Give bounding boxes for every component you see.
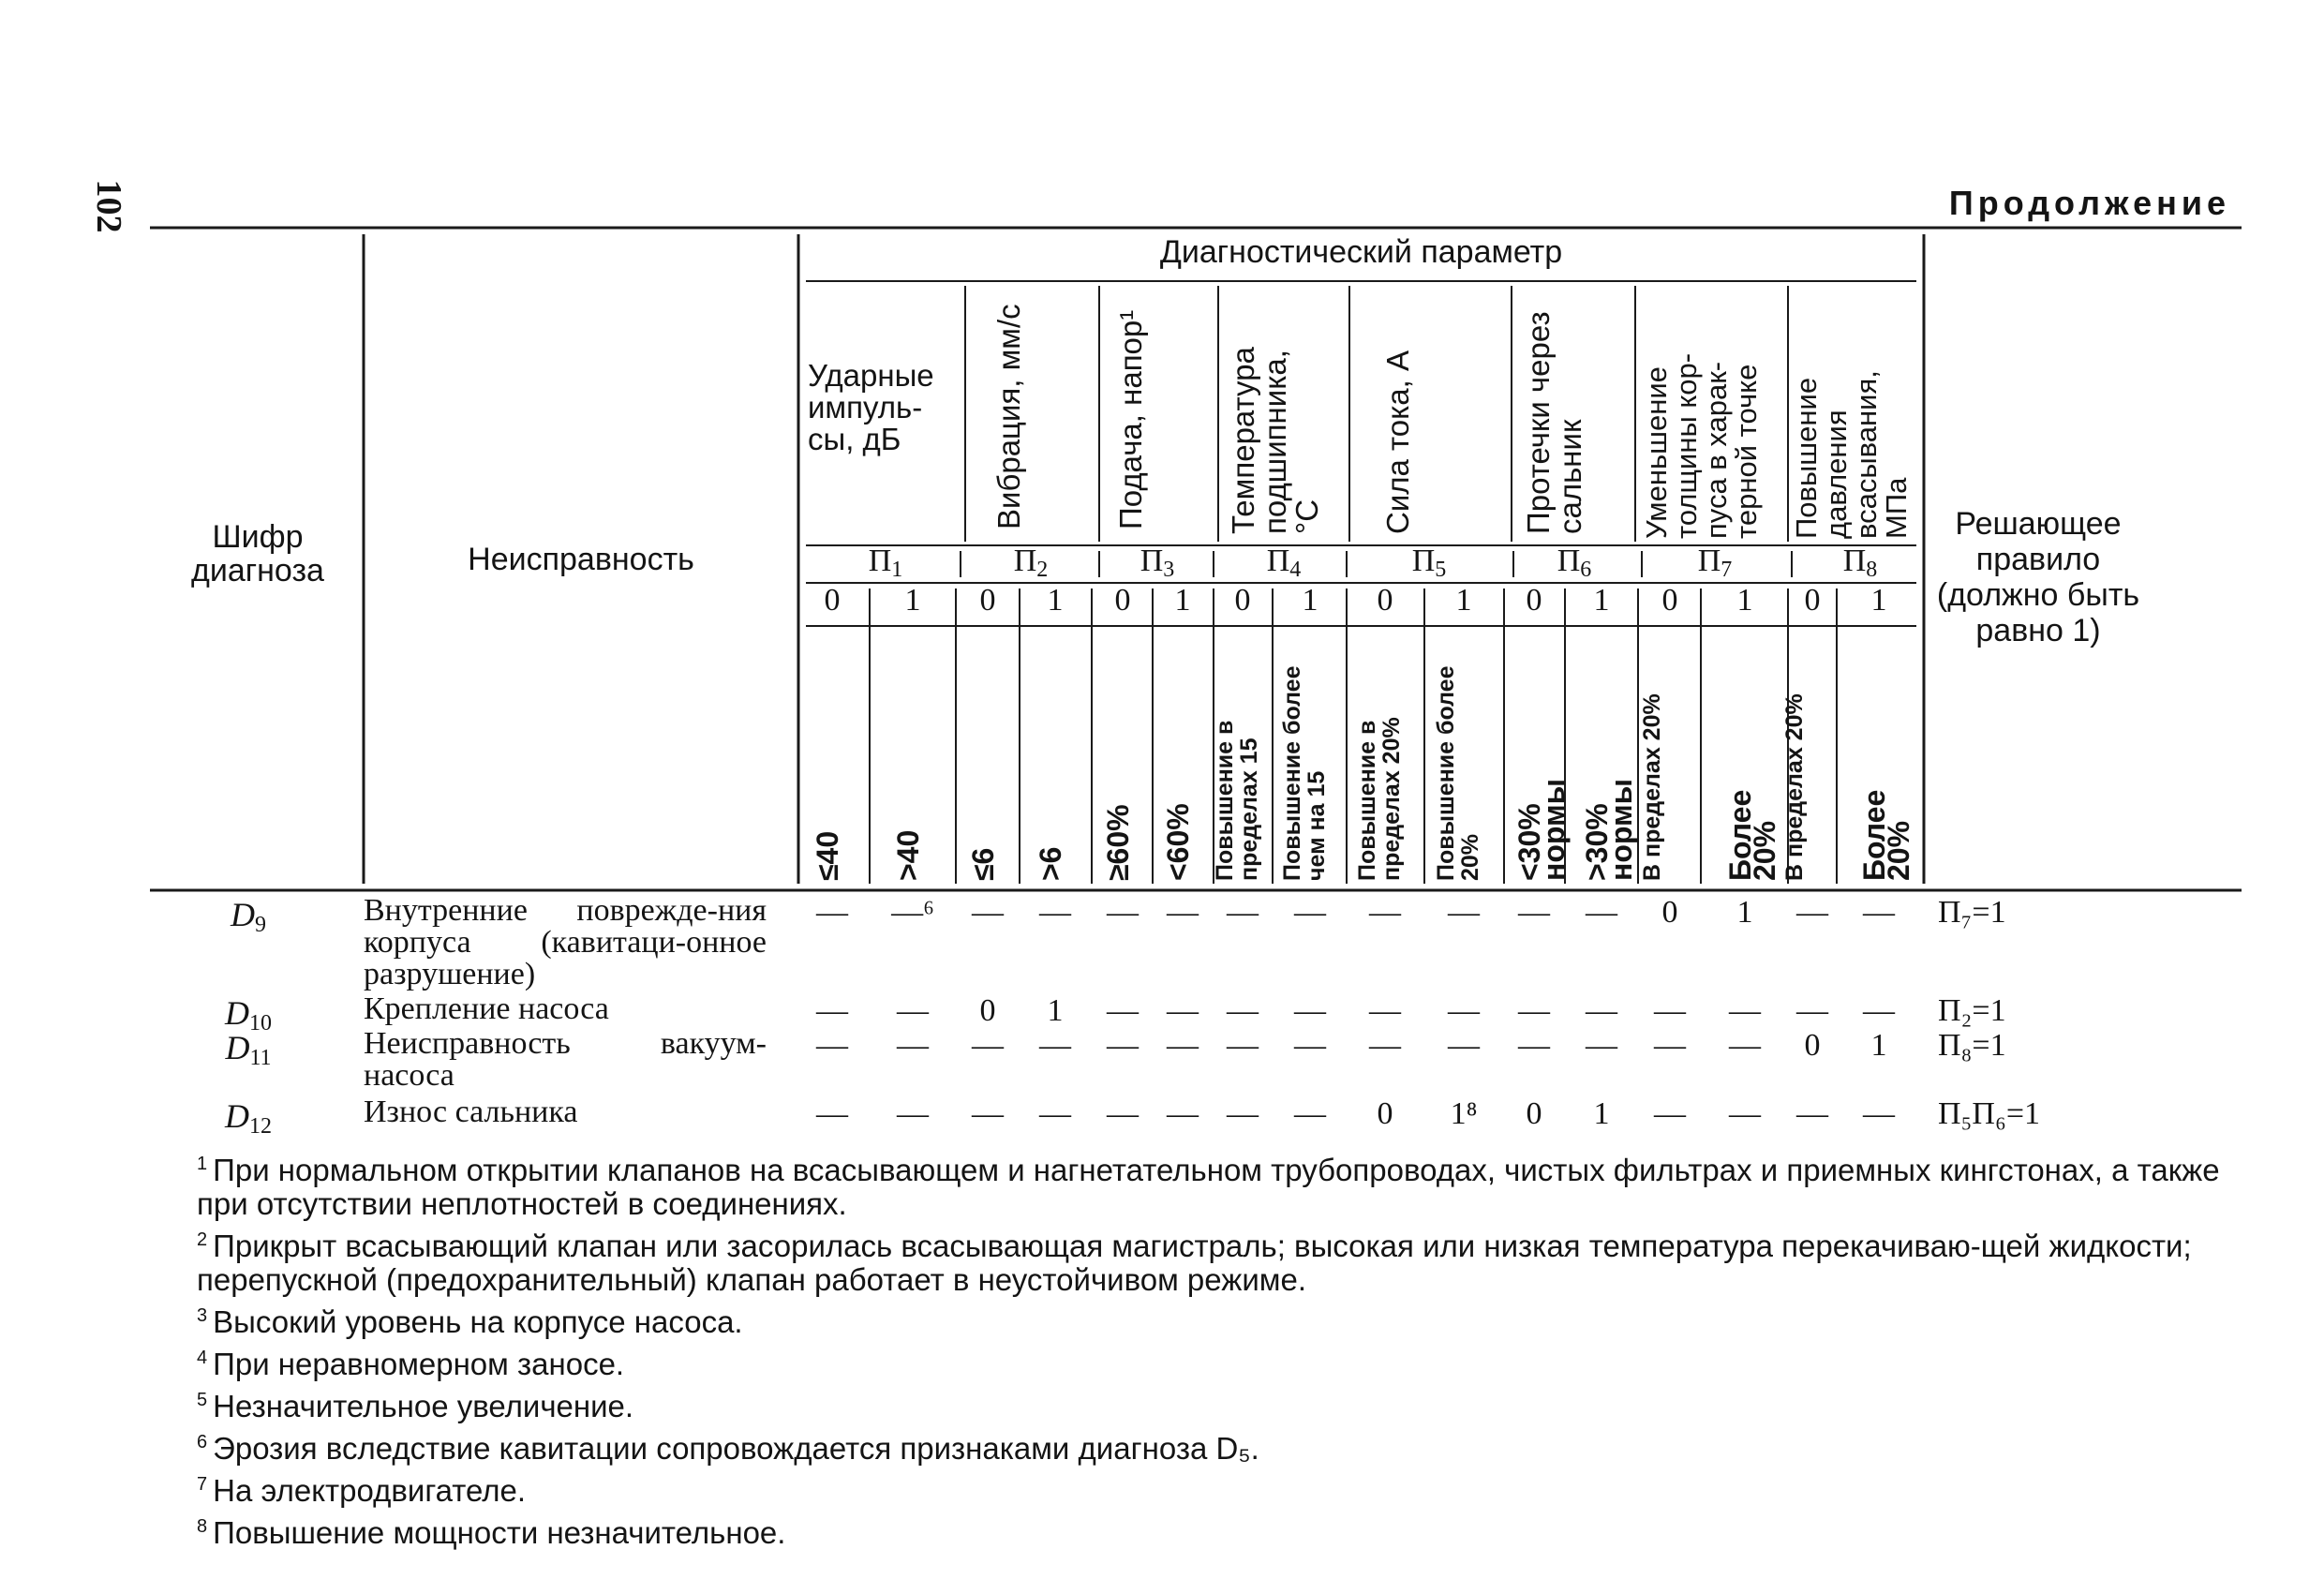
dash-cell: — bbox=[1294, 1096, 1326, 1131]
threshold-label: >6 bbox=[1034, 846, 1067, 881]
dash-cell: — bbox=[1167, 1028, 1199, 1063]
decision-rule: П₇=1 bbox=[1938, 895, 2006, 930]
decision-rule: П₅П₆=1 bbox=[1938, 1096, 2040, 1131]
dash-cell: — bbox=[972, 895, 1004, 930]
footnote bbox=[197, 1341, 2230, 1381]
footnote-number: 2 bbox=[197, 1229, 208, 1250]
dash-cell: — bbox=[1167, 895, 1199, 930]
header-rule: Решающее правило (должно быть равно 1) bbox=[1936, 506, 2140, 648]
param-code-letter: П bbox=[1557, 544, 1581, 578]
cipher-letter: D bbox=[231, 896, 255, 933]
dash-cell: — bbox=[1796, 895, 1828, 930]
value-cell: 1 bbox=[1047, 993, 1064, 1028]
dash-cell: — bbox=[1729, 1028, 1761, 1063]
footnote-number: 6 bbox=[197, 1432, 208, 1452]
param-code-p3 bbox=[1120, 544, 1195, 583]
footnote-number: 3 bbox=[197, 1305, 208, 1326]
dash-cell: — bbox=[1107, 1028, 1139, 1063]
page-number: 102 bbox=[89, 179, 128, 233]
cipher-letter: D bbox=[225, 1097, 249, 1135]
param-code-p8 bbox=[1823, 544, 1898, 583]
param-code-letter: П bbox=[1266, 544, 1290, 578]
one-label: 1 bbox=[1870, 583, 1887, 618]
dash-cell: — bbox=[1227, 993, 1259, 1028]
value-cell: 0 bbox=[979, 993, 996, 1028]
dash-cell: — bbox=[1167, 993, 1199, 1028]
footnote-number: 5 bbox=[197, 1390, 208, 1410]
dash-cell: — bbox=[972, 1028, 1004, 1063]
footnote-number: 4 bbox=[197, 1348, 208, 1368]
decision-rule: П₂=1 bbox=[1938, 993, 2006, 1028]
value-cell: 0 bbox=[1804, 1028, 1821, 1063]
dash-cell: — bbox=[1796, 1096, 1828, 1131]
value-cell: 0 bbox=[1661, 895, 1678, 930]
footnote-text: Высокий уровень на корпусе насоса. bbox=[213, 1304, 743, 1339]
cipher-index: 10 bbox=[249, 1011, 272, 1035]
dash-cell: — bbox=[816, 895, 848, 930]
dash-cell: — bbox=[1294, 895, 1326, 930]
dash-cell: — bbox=[1586, 1028, 1617, 1063]
footnote-number: 8 bbox=[197, 1516, 208, 1537]
param-code-p4 bbox=[1246, 544, 1321, 583]
dash-cell: — bbox=[1369, 1028, 1401, 1063]
threshold-label: В пределах 20% bbox=[1639, 693, 1665, 881]
dash-cell: — bbox=[1586, 993, 1617, 1028]
zero-label: 0 bbox=[1377, 583, 1393, 618]
param-code-p5 bbox=[1392, 544, 1467, 583]
dash-cell: — bbox=[1729, 1096, 1761, 1131]
cipher-letter: D bbox=[225, 994, 249, 1032]
threshold-label: <60% bbox=[1161, 803, 1195, 881]
param-code-p6 bbox=[1537, 544, 1612, 583]
param-code-letter: П bbox=[1411, 544, 1436, 578]
fault-description: Износ сальника bbox=[364, 1095, 578, 1129]
dash-cell: — bbox=[1518, 1028, 1550, 1063]
dash-cell: — bbox=[1039, 895, 1071, 930]
footnote bbox=[197, 1147, 2230, 1221]
param-code-index: 2 bbox=[1036, 558, 1049, 582]
param-code-index: 3 bbox=[1163, 558, 1175, 582]
value-cell: 0 bbox=[1526, 1096, 1542, 1131]
param-label-p7: Уменьшение толщины кор-пуса в харак-терной точке bbox=[1640, 352, 1763, 539]
param-code-p2 bbox=[993, 544, 1068, 583]
dash-cell: — bbox=[1294, 993, 1326, 1028]
header-group: Диагностический параметр bbox=[1159, 234, 1563, 270]
dash-cell: — bbox=[1369, 993, 1401, 1028]
zero-label: 0 bbox=[1526, 583, 1542, 618]
dash-cell: — bbox=[1518, 993, 1550, 1028]
footnote-text: Повышение мощности незначительное. bbox=[213, 1515, 786, 1550]
dash-cell: — bbox=[1863, 895, 1895, 930]
footnotes bbox=[197, 1147, 2230, 1552]
one-label: 1 bbox=[1174, 583, 1191, 618]
fault-description: Крепление насоса bbox=[364, 991, 609, 1026]
value-cell: 0 bbox=[1377, 1096, 1393, 1131]
dash-cell: — bbox=[897, 1028, 929, 1063]
footnote-number: 7 bbox=[197, 1474, 208, 1495]
cipher-letter: D bbox=[225, 1029, 250, 1066]
value-cell: 1 bbox=[1593, 1096, 1610, 1131]
footnote-text: При неравномерном заносе. bbox=[213, 1347, 625, 1381]
footnote-number: 1 bbox=[197, 1154, 208, 1174]
threshold-label: >30% нормы bbox=[1580, 779, 1638, 881]
value-cell: 1 bbox=[1870, 1028, 1887, 1063]
decision-rule: П₈=1 bbox=[1938, 1028, 2006, 1063]
threshold-label: В пределах 20% bbox=[1781, 693, 1808, 881]
dash-cell: — bbox=[816, 1096, 848, 1131]
threshold-label: ≤6 bbox=[966, 847, 1000, 881]
diagnosis-cipher bbox=[141, 1096, 356, 1140]
zero-label: 0 bbox=[1234, 583, 1251, 618]
dash-cell: — bbox=[1369, 895, 1401, 930]
param-code-index: 1 bbox=[891, 558, 903, 582]
continuation-label: Продолжение bbox=[1948, 184, 2230, 222]
zero-label: 0 bbox=[1804, 583, 1821, 618]
header-fault: Неисправность bbox=[468, 542, 694, 577]
value-cell: 1⁸ bbox=[1450, 1096, 1478, 1131]
dash-cell: — bbox=[1167, 1096, 1199, 1131]
param-code-letter: П bbox=[1140, 544, 1164, 578]
param-code-index: 6 bbox=[1580, 558, 1592, 582]
threshold-label: Более 20% bbox=[1723, 789, 1781, 881]
threshold-label: Повышение более 20% bbox=[1433, 665, 1483, 881]
dash-cell: — bbox=[1448, 895, 1480, 930]
one-label: 1 bbox=[1593, 583, 1610, 618]
dash-cell: — bbox=[897, 993, 929, 1028]
param-code-letter: П bbox=[868, 544, 892, 578]
dash-cell: — bbox=[1796, 993, 1828, 1028]
dash-cell: — bbox=[816, 1028, 848, 1063]
footnote-text: Прикрыт всасывающий клапан или засорилась всасывающая магистраль; высокая или низкая температура перекачиваю-щей жидкости; перепускной (предохранительный) клапан работает в неустойчивом режиме. bbox=[197, 1229, 2192, 1297]
dash-cell: — bbox=[1729, 993, 1761, 1028]
one-label: 1 bbox=[904, 583, 921, 618]
param-code-index: 8 bbox=[1866, 558, 1878, 582]
dash-cell: — bbox=[1107, 993, 1139, 1028]
param-label-p3: Подача, напор¹ bbox=[1113, 309, 1148, 529]
zero-label: 0 bbox=[1114, 583, 1131, 618]
threshold-label: Повышение в пределах 15 bbox=[1212, 720, 1262, 881]
zero-label: 0 bbox=[1661, 583, 1678, 618]
fault-description: Неисправность вакуум-насоса bbox=[364, 1026, 767, 1093]
cipher-index: 9 bbox=[255, 913, 266, 937]
dash-cell: — bbox=[1107, 895, 1139, 930]
param-code-index: 7 bbox=[1721, 558, 1733, 582]
one-label: 1 bbox=[1455, 583, 1472, 618]
param-code-letter: П bbox=[1697, 544, 1721, 578]
threshold-label: ≤40 bbox=[811, 830, 844, 881]
dash-cell: — bbox=[1227, 1028, 1259, 1063]
footnote-text: При нормальном открытии клапанов на всасывающем и нагнетательном трубопроводах, чистых фильтрах и приемных кингстонах, а также при отсутствии неплотностей в соединениях. bbox=[197, 1153, 2220, 1221]
footnote-text: Эрозия вследствие кавитации сопровождается признаками диагноза D₅. bbox=[213, 1431, 1259, 1466]
dash-cell: —⁶ bbox=[891, 895, 934, 930]
cipher-index: 11 bbox=[249, 1046, 272, 1070]
footnote bbox=[197, 1425, 2230, 1466]
dash-cell: — bbox=[1863, 993, 1895, 1028]
one-label: 1 bbox=[1302, 583, 1318, 618]
footnote bbox=[197, 1467, 2230, 1508]
param-label-p2: Вибрация, мм/с bbox=[991, 304, 1026, 529]
threshold-label: Повышение более чем на 15 bbox=[1279, 665, 1330, 881]
dash-cell: — bbox=[1518, 895, 1550, 930]
footnote bbox=[197, 1223, 2230, 1297]
dash-cell: — bbox=[1107, 1096, 1139, 1131]
footnote bbox=[197, 1299, 2230, 1339]
param-label-p8: Повышение давления всасывания, МПа bbox=[1790, 370, 1913, 539]
value-cell: 1 bbox=[1736, 895, 1753, 930]
footnote bbox=[197, 1510, 2230, 1550]
fault-description: Внутренние поврежде-ния корпуса (кавитаци-онное разрушение) bbox=[364, 893, 767, 991]
param-label-p4: Температура подшипника, °С bbox=[1226, 347, 1324, 534]
dash-cell: — bbox=[1039, 1028, 1071, 1063]
param-label-p1: Ударные импуль-сы, дБ bbox=[808, 358, 934, 456]
threshold-label: <30% нормы bbox=[1512, 779, 1571, 881]
zero-label: 0 bbox=[824, 583, 841, 618]
dash-cell: — bbox=[897, 1096, 929, 1131]
dash-cell: — bbox=[816, 993, 848, 1028]
one-label: 1 bbox=[1047, 583, 1064, 618]
dash-cell: — bbox=[1039, 1096, 1071, 1131]
cipher-index: 12 bbox=[249, 1114, 272, 1139]
param-code-letter: П bbox=[1842, 544, 1867, 578]
footnote-text: На электродвигателе. bbox=[213, 1473, 527, 1508]
dash-cell: — bbox=[1294, 1028, 1326, 1063]
header-cipher: Шифр диагноза bbox=[191, 519, 324, 588]
param-code-p7 bbox=[1677, 544, 1752, 583]
dash-cell: — bbox=[972, 1096, 1004, 1131]
threshold-label: ≥60% bbox=[1101, 804, 1135, 881]
dash-cell: — bbox=[1654, 1028, 1686, 1063]
param-code-index: 4 bbox=[1289, 558, 1302, 582]
one-label: 1 bbox=[1736, 583, 1753, 618]
dash-cell: — bbox=[1227, 1096, 1259, 1131]
footnote bbox=[197, 1383, 2230, 1423]
footnote-text: Незначительное увеличение. bbox=[213, 1389, 634, 1423]
diagnosis-cipher bbox=[141, 1028, 356, 1071]
threshold-label: >40 bbox=[891, 829, 925, 881]
threshold-label: Повышение в пределах 20% bbox=[1354, 717, 1405, 881]
dash-cell: — bbox=[1586, 895, 1617, 930]
zero-label: 0 bbox=[979, 583, 996, 618]
dash-cell: — bbox=[1654, 1096, 1686, 1131]
dash-cell: — bbox=[1227, 895, 1259, 930]
diagnosis-cipher bbox=[141, 895, 356, 938]
param-label-p5: Сила тока, А bbox=[1380, 350, 1415, 534]
dash-cell: — bbox=[1654, 993, 1686, 1028]
param-code-p1 bbox=[848, 544, 923, 583]
param-label-p6: Протечки через сальник bbox=[1521, 311, 1587, 534]
dash-cell: — bbox=[1863, 1096, 1895, 1131]
param-code-index: 5 bbox=[1435, 558, 1447, 582]
threshold-label: Более 20% bbox=[1857, 789, 1915, 881]
dash-cell: — bbox=[1448, 1028, 1480, 1063]
dash-cell: — bbox=[1448, 993, 1480, 1028]
param-code-letter: П bbox=[1013, 544, 1037, 578]
